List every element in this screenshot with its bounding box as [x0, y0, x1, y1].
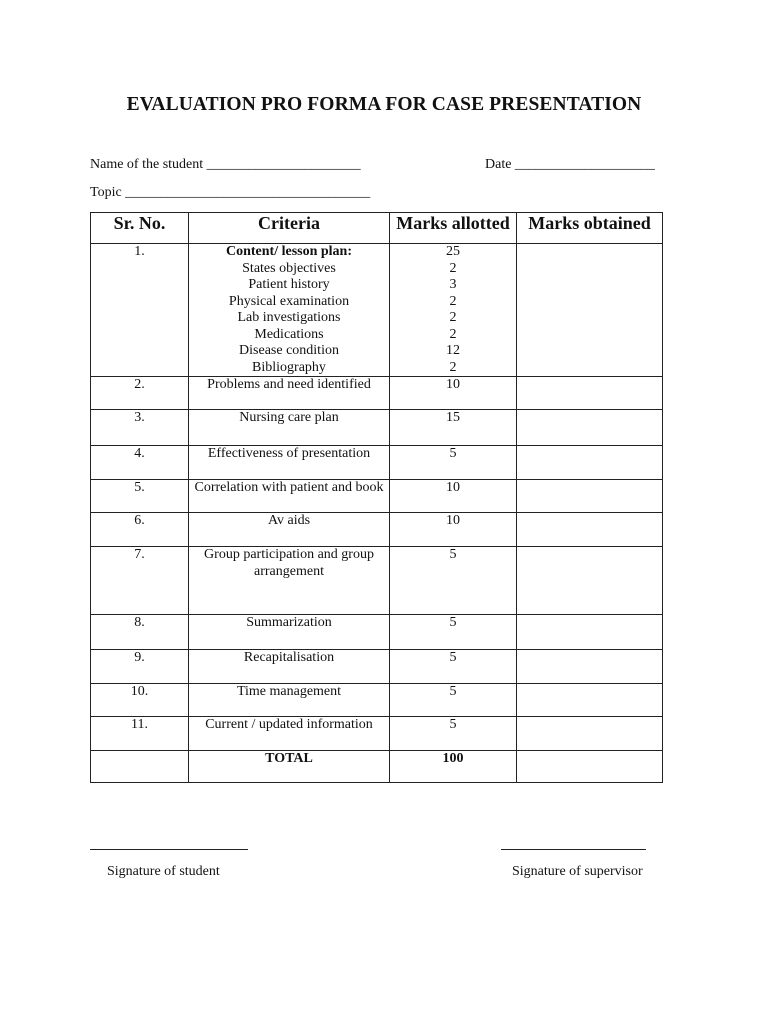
- criteria-cell: Time management: [189, 684, 390, 717]
- marks-value: 2: [449, 326, 457, 342]
- table-row: [91, 513, 663, 547]
- criteria-subitem: Bibliography: [252, 359, 326, 375]
- total-marks: 100: [390, 751, 517, 783]
- marks-allotted-cell: 5: [390, 684, 517, 717]
- marks-obtained-cell[interactable]: [517, 615, 663, 650]
- marks-allotted-cell: 10: [390, 377, 517, 410]
- criteria-cell: [189, 547, 390, 615]
- marks-obtained-cell[interactable]: [517, 717, 663, 751]
- criteria-cell: Problems and need identified: [189, 377, 390, 410]
- sr-no-cell: 10.: [91, 684, 189, 717]
- criteria-cell: Current / updated information: [189, 717, 390, 751]
- student-signature-line[interactable]: [90, 849, 248, 850]
- supervisor-signature-label: Signature of supervisor: [512, 864, 643, 879]
- marks-value: 3: [449, 277, 457, 292]
- marks-allotted-cell: 5: [390, 717, 517, 751]
- sr-no-cell: 11.: [91, 717, 189, 751]
- evaluation-table: [90, 212, 663, 783]
- student-signature-label: Signature of student: [107, 864, 220, 879]
- sr-no-cell: 4.: [91, 446, 189, 480]
- criteria-cell: Av aids: [189, 513, 390, 547]
- criteria-subitem: Lab investigations: [237, 310, 341, 325]
- sr-no-cell: 6.: [91, 513, 189, 547]
- marks-allotted-cell: 15: [390, 410, 517, 446]
- supervisor-signature-line[interactable]: [501, 849, 646, 850]
- criteria-cell: Nursing care plan: [189, 410, 390, 446]
- marks-obtained-cell[interactable]: [517, 751, 663, 783]
- criteria-cell: Correlation with patient and book: [189, 480, 390, 513]
- marks-allotted-cell: 10: [390, 513, 517, 547]
- table-row: [91, 650, 663, 684]
- marks-allotted-cell: 5: [390, 446, 517, 480]
- marks-allotted-cell: 5: [390, 650, 517, 684]
- table-row: [91, 377, 663, 410]
- marks-allotted-cell: 10: [390, 480, 517, 513]
- sr-no-cell: 1.: [91, 244, 189, 377]
- criteria-subitem: Medications: [254, 326, 324, 342]
- total-label: TOTAL: [189, 751, 390, 783]
- criteria-cell: Effectiveness of presentation: [189, 446, 390, 480]
- criteria-cell: Recapitalisation: [189, 650, 390, 684]
- marks-allotted-cell: [390, 244, 517, 377]
- header-marks-allotted: Marks allotted: [390, 213, 517, 244]
- marks-obtained-cell[interactable]: [517, 480, 663, 513]
- marks-obtained-cell[interactable]: [517, 547, 663, 615]
- marks-obtained-cell[interactable]: [517, 244, 663, 377]
- marks-value: 2: [449, 310, 457, 325]
- marks-value: 25: [446, 244, 460, 259]
- table-row: [91, 684, 663, 717]
- marks-obtained-cell[interactable]: [517, 410, 663, 446]
- table-row: [91, 547, 663, 615]
- marks-obtained-cell[interactable]: [517, 446, 663, 480]
- table-row: [91, 615, 663, 650]
- table-row: [91, 446, 663, 480]
- criteria-line: arrangement: [254, 563, 324, 579]
- criteria-subitem: Patient history: [248, 277, 330, 292]
- sr-no-cell: 2.: [91, 377, 189, 410]
- header-criteria: Criteria: [189, 213, 390, 244]
- marks-obtained-cell[interactable]: [517, 650, 663, 684]
- header-marks-obtained: Marks obtained: [517, 213, 663, 244]
- sr-no-cell: 9.: [91, 650, 189, 684]
- marks-value: 2: [449, 293, 457, 309]
- marks-obtained-cell[interactable]: [517, 377, 663, 410]
- student-name-field[interactable]: Name of the student ______________________: [90, 157, 361, 172]
- table-header-row: [91, 213, 663, 244]
- topic-field[interactable]: Topic ___________________________________: [90, 185, 371, 200]
- header-sr-no: Sr. No.: [91, 213, 189, 244]
- marks-obtained-cell[interactable]: [517, 684, 663, 717]
- marks-allotted-cell: 5: [390, 615, 517, 650]
- page-title: EVALUATION PRO FORMA FOR CASE PRESENTATION: [126, 94, 642, 115]
- sr-no-cell: 8.: [91, 615, 189, 650]
- table-row: [91, 717, 663, 751]
- sr-no-cell: 7.: [91, 547, 189, 615]
- table-row: [91, 244, 663, 377]
- table-row: [91, 480, 663, 513]
- criteria-subitem: States objectives: [242, 260, 336, 276]
- sr-no-cell: 5.: [91, 480, 189, 513]
- sr-no-cell: 3.: [91, 410, 189, 446]
- table-row: [91, 410, 663, 446]
- criteria-cell: Summarization: [189, 615, 390, 650]
- table-total-row: [91, 751, 663, 783]
- marks-obtained-cell[interactable]: [517, 513, 663, 547]
- sr-no-cell: [91, 751, 189, 783]
- marks-allotted-cell: 5: [390, 547, 517, 615]
- marks-value: 2: [449, 359, 457, 375]
- criteria-cell: [189, 244, 390, 377]
- date-field[interactable]: Date ____________________: [485, 157, 655, 172]
- marks-value: 2: [449, 260, 457, 276]
- criteria-line: Group participation and group: [204, 547, 374, 562]
- criteria-heading: Content/ lesson plan:: [225, 244, 353, 259]
- criteria-subitem: Physical examination: [228, 293, 350, 309]
- marks-value: 12: [446, 343, 460, 358]
- criteria-subitem: Disease condition: [239, 343, 339, 358]
